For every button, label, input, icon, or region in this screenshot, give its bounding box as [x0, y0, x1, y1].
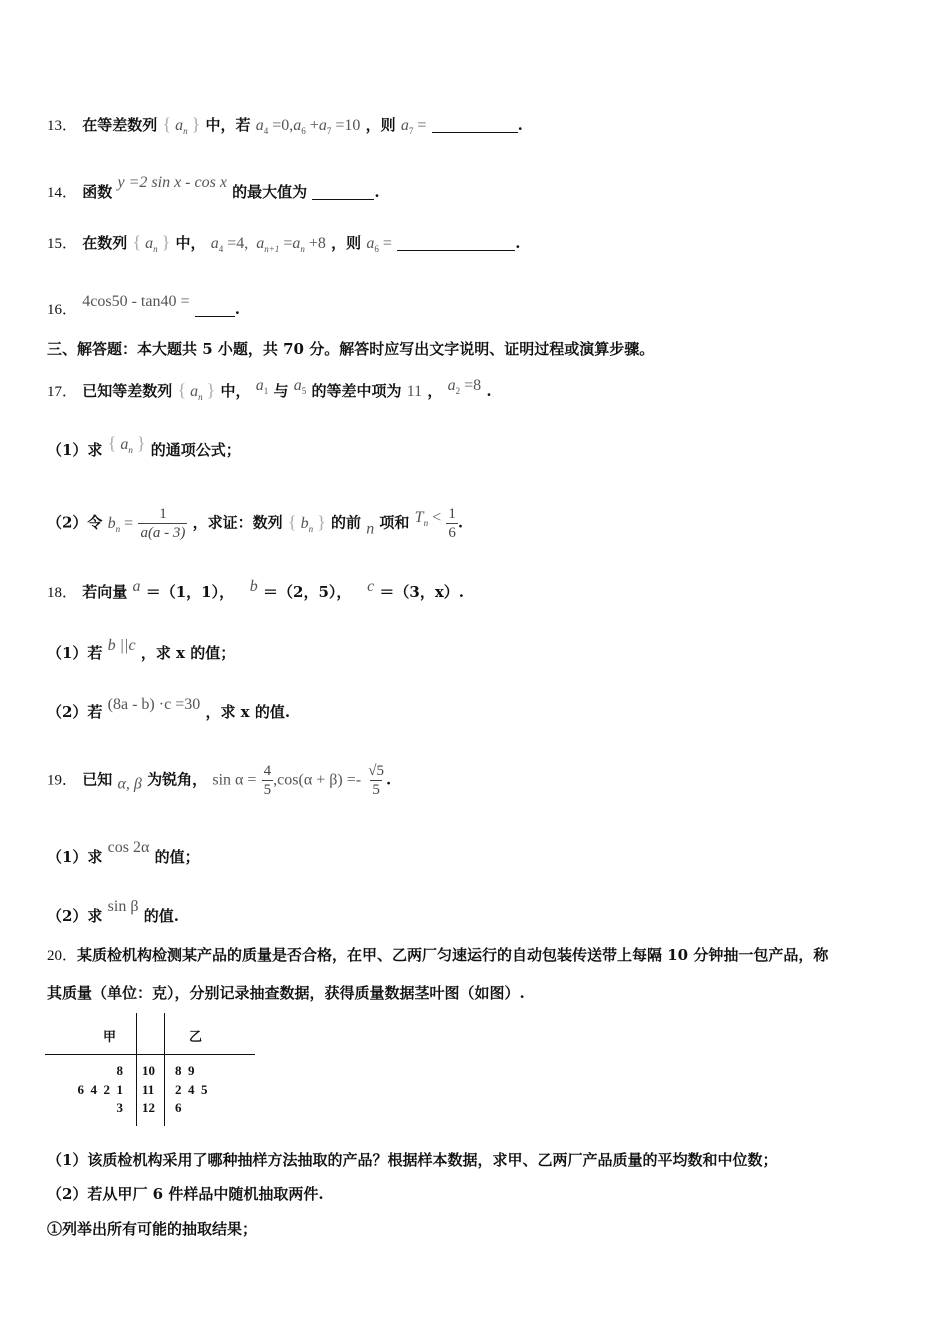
q13-condition: $a_4 =0,a_6 +a_7 =10$ — [255, 117, 361, 136]
q19-text-a: 已知 — [82, 770, 113, 789]
q19-number: 19． — [47, 772, 78, 789]
q17-bn-fraction: $\frac{1}{a(a - 3)}$ — [140, 506, 186, 541]
q14-answer-blank[interactable] — [312, 185, 374, 200]
q20-line2: 其质量（单位：克），分别记录抽查数据，获得质量数据茎叶图（如图）. — [47, 984, 525, 1002]
q17-number: 17． — [47, 384, 78, 400]
q13-seq: { $a_n$ } — [162, 114, 201, 136]
q19 — [47, 762, 391, 799]
q18-part2-b: ，求 x 的值. — [205, 703, 291, 721]
stem-leaf-left-header: 甲 — [103, 1029, 117, 1044]
stem-leaf-right-leaves: 6 — [175, 1100, 182, 1115]
q18-b-value: ＝（2，5）， — [263, 583, 352, 601]
q14-period: . — [374, 183, 380, 201]
q13-text-a: 在等差数列 — [82, 116, 158, 134]
q17-part2-period: . — [457, 513, 464, 532]
q17-part2-a: （2）令 — [47, 513, 103, 532]
stem-leaf-vertical-rule-right — [164, 1013, 165, 1126]
q13-target: $a_7$ = — [400, 117, 427, 136]
q18-vector-c: c — [367, 578, 375, 595]
q17-part1-b: 的通项公式； — [150, 441, 241, 459]
q19-part1-b: 的值； — [154, 848, 200, 866]
q16-expression: 4cos50 - tan40 = — [82, 293, 190, 310]
q20-text-line1: 某质检机构检测某产品的质量是否合格，在甲、乙两厂匀速运行的自动包装传送带上每隔 10 分钟抽一包产品，称 — [77, 946, 829, 964]
q17-text-c: 与 — [273, 382, 289, 400]
q17-bn: $b_n$ = — [107, 514, 134, 534]
q17-part2-b: ，求证：数列 — [192, 513, 283, 532]
q16-period: . — [234, 300, 240, 318]
q17-text-d: 的等差中项为 — [311, 382, 402, 400]
q15-text-c: ，则 — [331, 234, 362, 252]
q18-part1-b: ，求 x 的值； — [140, 644, 236, 662]
q15-number: 15． — [47, 236, 78, 252]
q15-text-a: 在数列 — [82, 234, 128, 252]
q15 — [47, 232, 520, 259]
stem-leaf-horizontal-rule — [45, 1054, 255, 1055]
q17-seq: { $a_n$ } — [177, 380, 216, 402]
q20-part2: （2）若从甲厂 6 件样品中随机抽取两件. — [47, 1185, 324, 1203]
stem-leaf-stem: 11 — [142, 1082, 155, 1097]
q19-part2-a: （2）求 — [47, 907, 103, 925]
q18-a-value: ＝（1，1）， — [145, 583, 235, 601]
q17-part2-seq: { $b_n$ } — [287, 511, 326, 534]
q17-a1: $a_1$ — [255, 377, 269, 396]
q19-sin-alpha: sin α = — [212, 771, 257, 789]
q17-period: . — [486, 382, 492, 400]
q19-cos2alpha: cos 2α — [107, 839, 150, 856]
q19-sqrt5-over-5: $\frac{√5}{5}$ — [368, 763, 385, 798]
q19-four-fifths: $\frac{4}{5}$ — [263, 763, 272, 798]
q19-angles: α, β — [117, 775, 142, 793]
stem-leaf-left-leaves: 8 — [116, 1063, 123, 1078]
q17-text-e: ， — [427, 382, 443, 400]
q14-function: y =2 sin x - cos x — [117, 174, 227, 191]
q17-part2-d: 项和 — [379, 513, 410, 532]
q14 — [47, 173, 380, 203]
stem-leaf-plot — [45, 1013, 260, 1128]
stem-leaf-stem: 12 — [142, 1100, 155, 1115]
q15-answer-blank[interactable] — [397, 236, 515, 251]
q18-vector-a: a — [132, 578, 141, 595]
stem-leaf-left-leaves: 3 — [116, 1100, 123, 1115]
q17-part1 — [47, 433, 241, 460]
q20-part2-item1: ①列举出所有可能的抽取结果； — [47, 1220, 258, 1238]
q14-text-a: 函数 — [82, 183, 113, 201]
q19-cos-sum: ,cos(α + β) =- — [273, 771, 362, 789]
q17-a5: $a_5$ — [293, 377, 307, 396]
q13 — [47, 114, 523, 141]
q17-one-sixth: $\frac{1}{6}$ — [448, 506, 456, 541]
q14-number: 14． — [47, 185, 78, 201]
q15-target: $a_6$ = — [366, 235, 392, 254]
q16-number: 16． — [47, 302, 78, 318]
q13-number: 13． — [47, 118, 78, 134]
q18-part2-a: （2）若 — [47, 703, 103, 721]
q13-text-c: ，则 — [365, 116, 396, 134]
q17-text-a: 已知等差数列 — [82, 382, 173, 400]
q18-part1 — [47, 636, 235, 663]
q19-part1-a: （1）求 — [47, 848, 103, 866]
q19-sinbeta: sin β — [107, 898, 139, 915]
q19-text-b: 为锐角， — [147, 770, 208, 789]
q18-c-value: ＝（3，x）. — [379, 583, 465, 601]
q13-period: . — [517, 116, 523, 134]
stem-leaf-right-header: 乙 — [189, 1029, 203, 1044]
q17-part1-a: （1）求 — [47, 441, 103, 459]
q17-eleven: 11 — [406, 383, 423, 400]
stem-leaf-left-leaves: 6 4 2 1 — [77, 1082, 123, 1097]
q20-part1: （1）该质检机构采用了哪种抽样方法抽取的产品？根据样本数据，求甲、乙两厂产品质量的平均数和中位数； — [47, 1151, 778, 1169]
q17-part1-seq: { $a_n$ } — [107, 433, 146, 455]
q15-seq: { $a_n$ } — [132, 232, 171, 254]
q20-line1 — [47, 945, 828, 966]
section-3-heading: 三、解答题：本大题共 5 小题，共 70 分。解答时应写出文字说明、证明过程或演算步骤。 — [47, 340, 655, 358]
q18-number: 18． — [47, 585, 78, 601]
q18-dot-product: (8a - b) ·c =30 — [107, 696, 201, 713]
q14-text-b: 的最大值为 — [232, 183, 308, 201]
q16 — [47, 292, 240, 320]
q18-parallel: b ||c — [107, 637, 136, 654]
q19-part2 — [47, 897, 179, 926]
q18-part2 — [47, 695, 290, 722]
q13-text-b: 中，若 — [205, 116, 251, 134]
q15-condition: $a_4 =4$, $a_{n+1} =a_n +8$ — [210, 235, 326, 254]
stem-leaf-stem: 10 — [142, 1063, 155, 1078]
q15-text-b: 中， — [175, 234, 206, 252]
q17-Tn: $T_n$ < — [414, 508, 442, 528]
stem-leaf-right-leaves: 8 9 — [175, 1063, 195, 1078]
q13-answer-blank[interactable] — [432, 118, 518, 133]
q16-answer-blank[interactable] — [195, 302, 235, 317]
q19-part2-b: 的值. — [143, 907, 179, 925]
q18-text-a: 若向量 — [82, 583, 128, 601]
q18-part1-a: （1）若 — [47, 644, 103, 662]
stem-leaf-right-leaves: 2 4 5 — [175, 1082, 208, 1097]
q17-n: n — [366, 520, 375, 538]
q15-period: . — [515, 234, 521, 252]
q17-part2-c: 的前 — [330, 513, 361, 532]
q20-number: 20． — [47, 948, 78, 964]
stem-leaf-vertical-rule-left — [136, 1013, 137, 1126]
q19-part1 — [47, 838, 200, 867]
q17 — [47, 376, 492, 407]
q17-part2 — [47, 505, 463, 542]
q18-vector-b: b — [249, 578, 258, 595]
q17-a2: $a_2 =8$ — [447, 377, 482, 396]
q18 — [47, 577, 464, 603]
q19-period: . — [386, 770, 392, 789]
q17-text-b: 中， — [220, 382, 251, 400]
